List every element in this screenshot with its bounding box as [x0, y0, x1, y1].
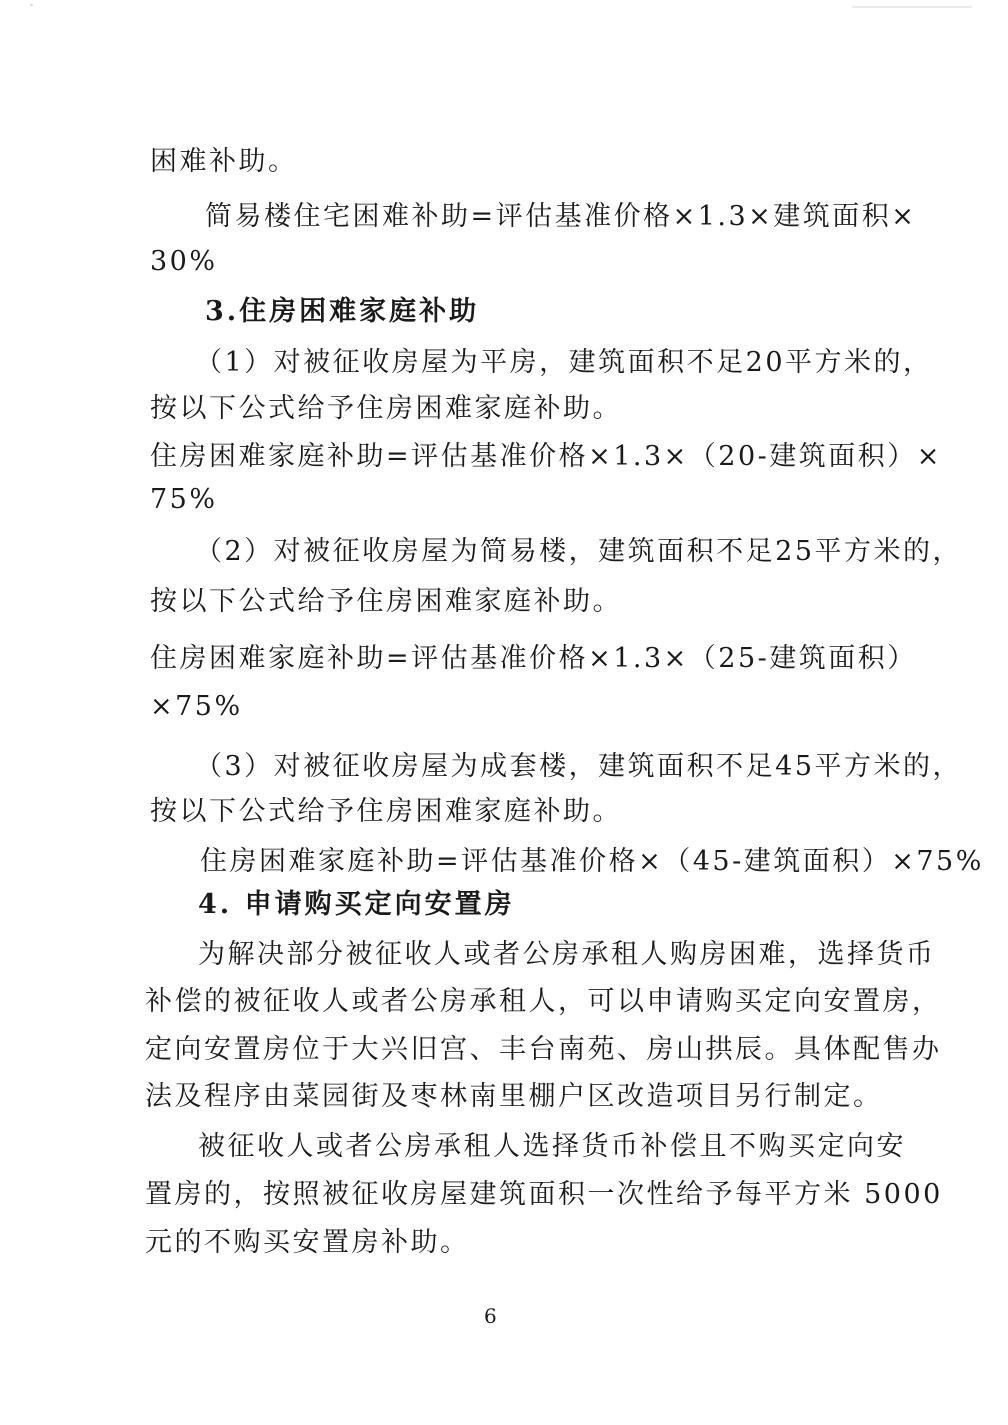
formula-line: 住房困难家庭补助=评估基准价格×1.3×（20-建筑面积）× — [150, 441, 942, 472]
formula-line: 住房困难家庭补助=评估基准价格×（45-建筑面积）×75% — [200, 846, 984, 877]
body-line: 法及程序由菜园街及枣林南里棚户区改造项目另行制定。 — [145, 1081, 883, 1112]
body-line: 为解决部分被征收人或者公房承租人购房困难，选择货币 — [198, 939, 936, 970]
formula-line: ×75% — [150, 691, 243, 722]
body-line: （2）对被征收房屋为简易楼，建筑面积不足25平方米的， — [195, 536, 963, 567]
body-line: 按以下公式给予住房困难家庭补助。 — [150, 586, 622, 617]
body-line: （1）对被征收房屋为平房，建筑面积不足20平方米的， — [195, 347, 933, 378]
body-line: 被征收人或者公房承租人选择货币补偿且不购买定向安 — [198, 1131, 906, 1162]
section-heading: 3.住房困难家庭补助 — [205, 296, 480, 327]
body-line: 困难补助。 — [150, 146, 298, 177]
body-line: 按以下公式给予住房困难家庭补助。 — [150, 393, 622, 424]
body-line: 定向安置房位于大兴旧宫、丰台南苑、房山拱辰。具体配售办 — [145, 1034, 942, 1065]
page-number: 6 — [484, 1304, 497, 1328]
scan-speck — [30, 4, 33, 6]
body-line: 按以下公式给予住房困难家庭补助。 — [150, 796, 622, 827]
formula-line: 住房困难家庭补助=评估基准价格×1.3×（25-建筑面积） — [150, 643, 917, 674]
formula-line: 75% — [150, 484, 218, 515]
body-line: （3）对被征收房屋为成套楼，建筑面积不足45平方米的， — [195, 751, 963, 782]
body-line: 元的不购买安置房补助。 — [145, 1227, 470, 1258]
body-line: 补偿的被征收人或者公房承租人，可以申请购买定向安置房， — [145, 986, 942, 1017]
section-heading: 4. 申请购买定向安置房 — [198, 889, 515, 920]
body-line: 置房的，按照被征收房屋建筑面积一次性给予每平方米 5000 — [145, 1179, 943, 1210]
body-line: 简易楼住宅困难补助=评估基准价格×1.3×建筑面积× — [205, 201, 917, 232]
scan-speck — [852, 6, 972, 8]
body-line: 30% — [150, 246, 218, 277]
